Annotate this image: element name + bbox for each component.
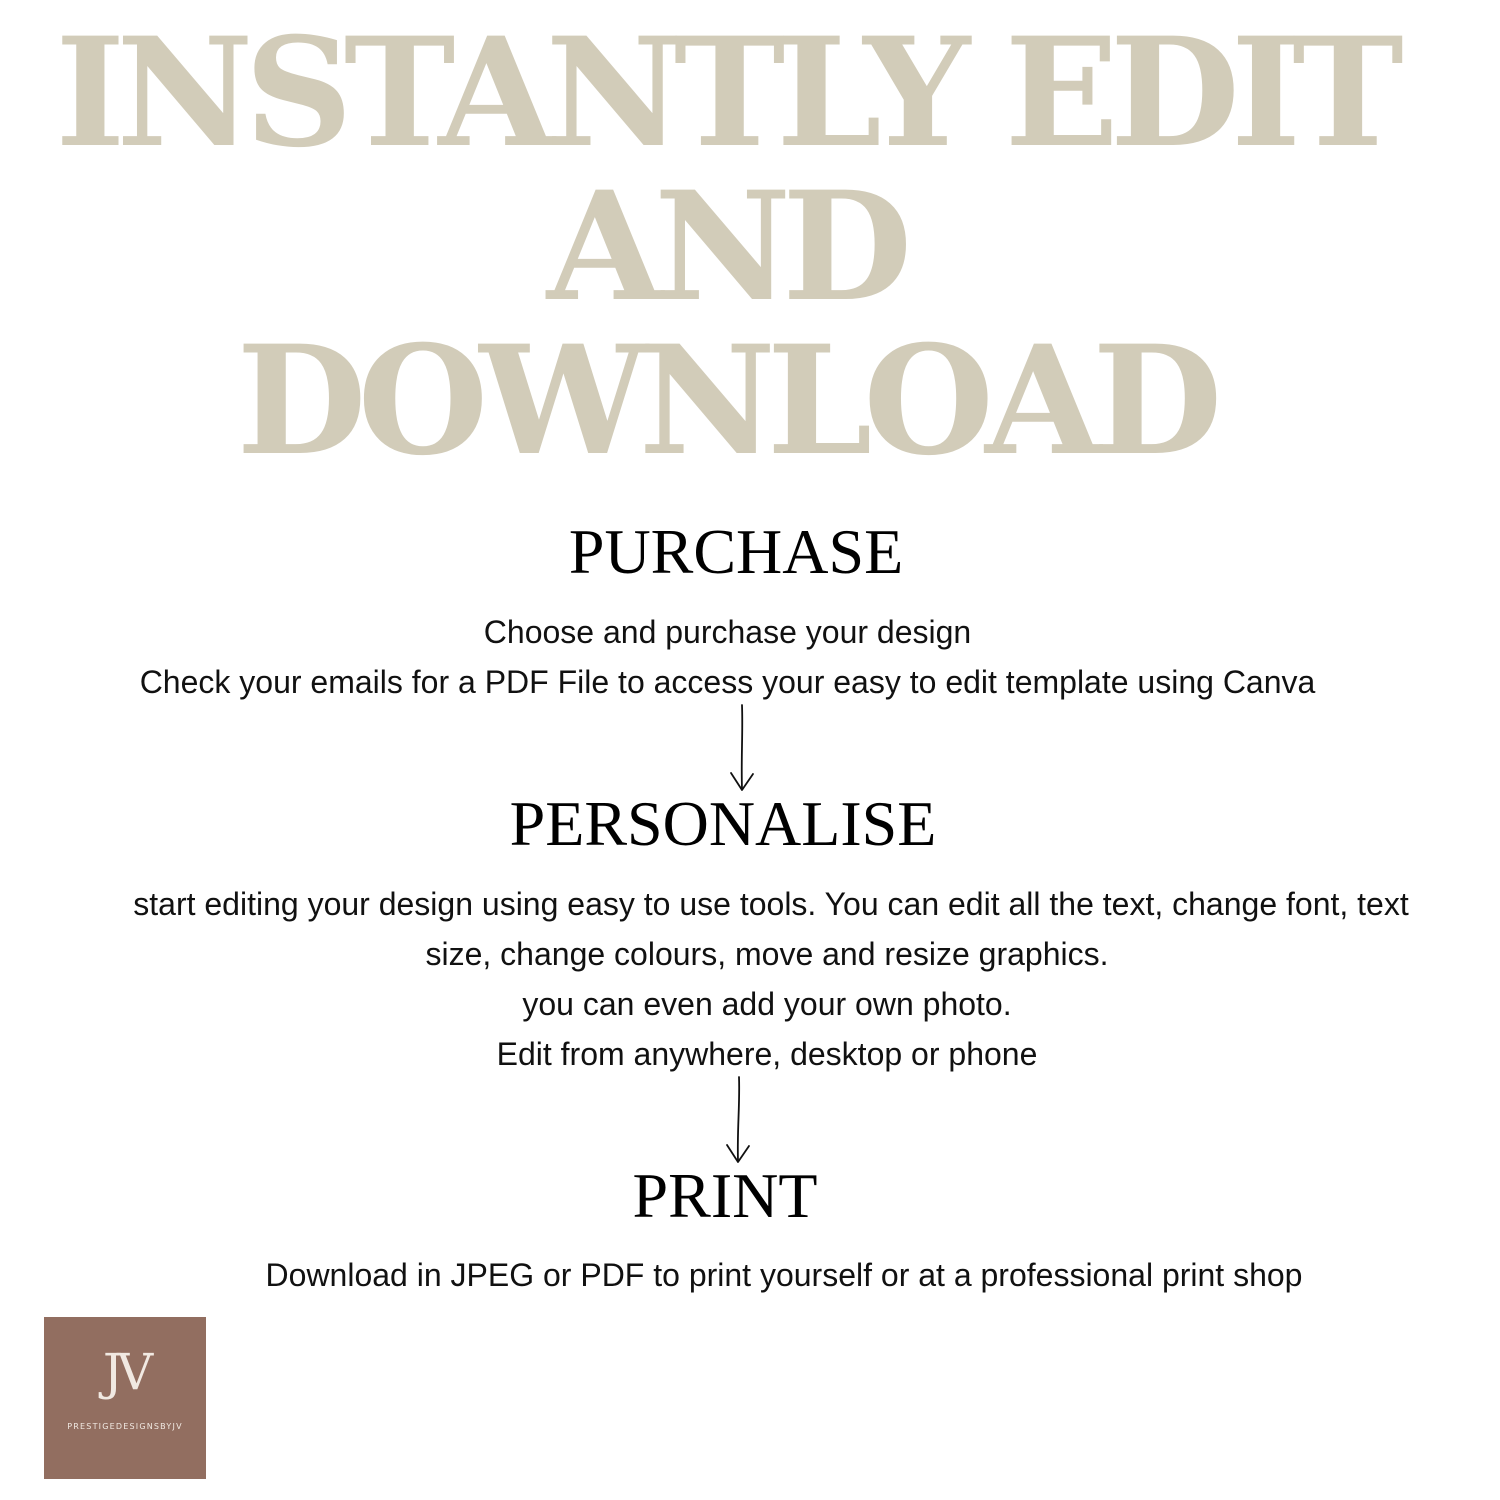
step-title-personalise: PERSONALISE <box>509 788 937 859</box>
headline-line-1: INSTANTLY EDIT <box>55 5 1395 181</box>
step-personalise-line-4: Edit from anywhere, desktop or phone <box>496 1036 1038 1072</box>
step-personalise-line-1: start editing your design using easy to use tools. You can edit all the text, change font, text <box>133 886 1409 922</box>
headline-line-2: AND <box>546 159 904 335</box>
step-purchase-line-1: Choose and purchase your design <box>483 614 972 650</box>
logo-monogram: JV <box>102 1343 148 1401</box>
arrow-down-icon <box>718 1075 758 1165</box>
step-title-print: PRINT <box>632 1160 818 1231</box>
step-print-line-1: Download in JPEG or PDF to print yourself or at a professional print shop <box>265 1257 1303 1293</box>
arrow-down-icon <box>722 703 762 793</box>
step-personalise-line-3: you can even add your own photo. <box>522 986 1012 1022</box>
logo-wordmark: PRESTIGEDESIGNSBYJV <box>67 1422 183 1431</box>
step-personalise-line-2: size, change colours, move and resize graphics. <box>425 936 1109 972</box>
brand-logo <box>44 1317 206 1479</box>
headline-line-3: DOWNLOAD <box>236 313 1214 489</box>
step-title-purchase: PURCHASE <box>568 516 904 587</box>
step-purchase-line-2: Check your emails for a PDF File to access your easy to edit template using Canva <box>139 664 1316 700</box>
